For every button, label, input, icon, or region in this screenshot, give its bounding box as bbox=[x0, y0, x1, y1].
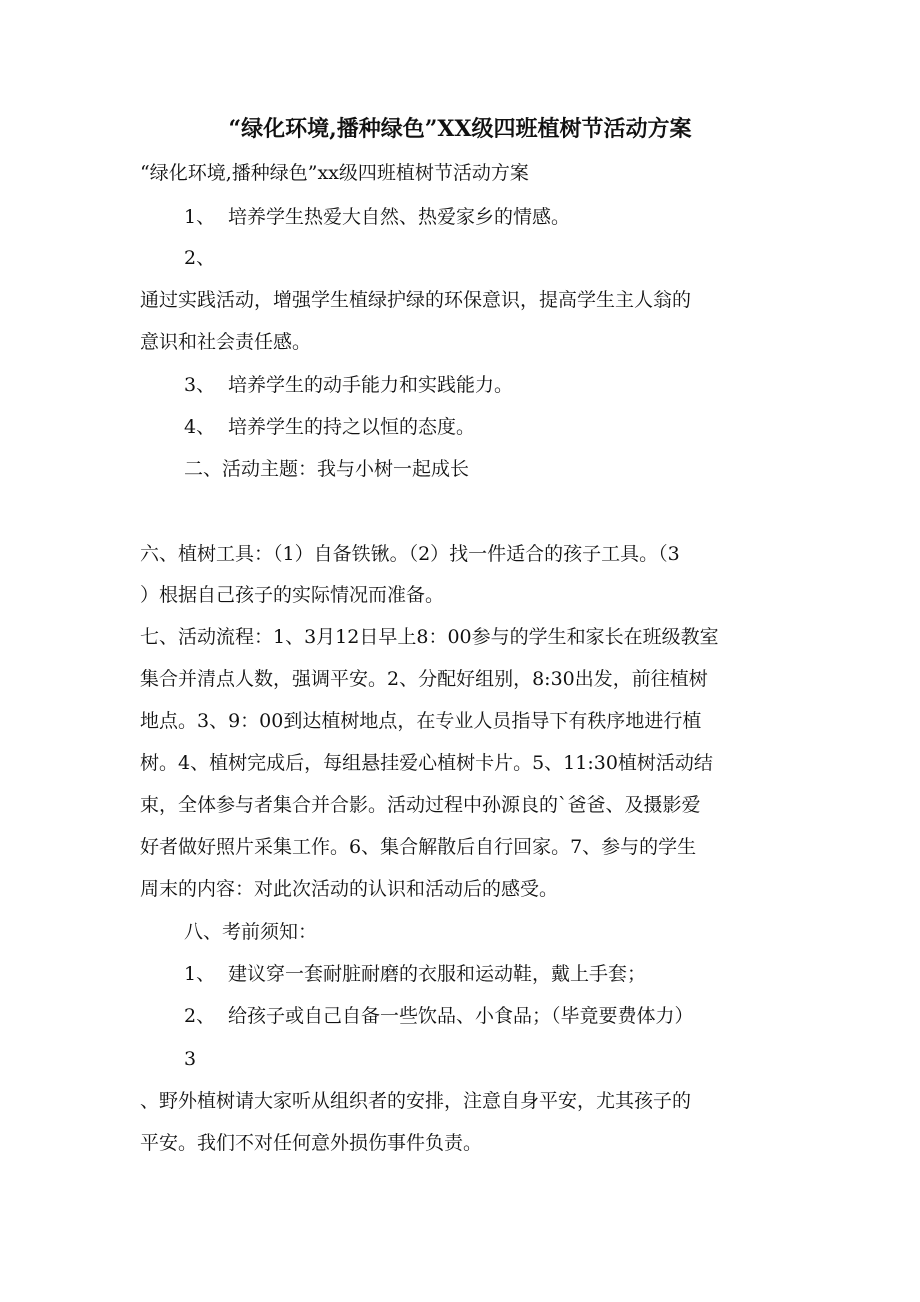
process-line: 地点。3、9：00到达植树地点，在专业人员指导下有秩序地进行植 bbox=[140, 710, 702, 732]
tools-line: 六、植树工具：（1）自备铁锹。（2）找一件适合的孩子工具。（3 bbox=[140, 543, 680, 565]
notice-heading: 八、考前须知： bbox=[184, 921, 318, 943]
goal-number: 4、 bbox=[184, 416, 216, 438]
goal-2-text-line: 通过实践活动，增强学生植绿护绿的环保意识，提高学生主人翁的 bbox=[140, 289, 692, 311]
theme-line: 二、活动主题：我与小树一起成长 bbox=[184, 458, 470, 480]
process-line: 集合并清点人数，强调平安。2、分配好组别，8:30出发，前往植树 bbox=[140, 668, 708, 690]
goal-item-1 bbox=[184, 202, 790, 232]
process-line: 周末的内容：对此次活动的认识和活动后的感受。 bbox=[140, 878, 559, 900]
process-line: 好者做好照片采集工作。6、集合解散后自行回家。7、参与的学生 bbox=[140, 836, 697, 858]
notice-item-2 bbox=[184, 1001, 790, 1031]
notice-number: 1、 bbox=[184, 963, 216, 985]
goal-item-2 bbox=[184, 243, 790, 273]
goal-number: 2、 bbox=[184, 247, 216, 269]
goal-number: 3、 bbox=[184, 374, 216, 396]
goal-item-3 bbox=[184, 370, 790, 400]
goal-2-text-line: 意识和社会责任感。 bbox=[140, 331, 312, 353]
document-title: “绿化环境,播种绿色”XX级四班植树节活动方案 bbox=[228, 116, 692, 142]
tools-line: ）根据自己孩子的实际情况而准备。 bbox=[140, 584, 445, 606]
process-line: 束，全体参与者集合并合影。活动过程中孙源良的`爸爸、及摄影爱 bbox=[140, 794, 701, 816]
notice-number: 2、 bbox=[184, 1005, 216, 1027]
notice-3-text-line: 平安。我们不对任何意外损伤事件负责。 bbox=[140, 1132, 483, 1154]
notice-text: 建议穿一套耐脏耐磨的衣服和运动鞋，戴上手套； bbox=[228, 963, 647, 985]
goal-item-4 bbox=[184, 412, 790, 442]
goal-text: 培养学生的持之以恒的态度。 bbox=[228, 416, 476, 438]
goal-number: 1、 bbox=[184, 206, 216, 228]
notice-3-number: 3 bbox=[184, 1048, 197, 1070]
document-subtitle: “绿化环境,播种绿色”xx级四班植树节活动方案 bbox=[140, 162, 529, 184]
process-line: 七、活动流程：1、3月12日早上8：00参与的学生和家长在班级教室 bbox=[140, 626, 719, 648]
goal-text: 培养学生热爱大自然、热爱家乡的情感。 bbox=[228, 206, 571, 228]
notice-3-text-line: 、野外植树请大家听从组织者的安排，注意自身平安，尤其孩子的 bbox=[140, 1090, 692, 1112]
goal-text: 培养学生的动手能力和实践能力。 bbox=[228, 374, 514, 396]
notice-text: 给孩子或自己自备一些饮品、小食品；（毕竟要费体力） bbox=[228, 1005, 694, 1027]
process-line: 树。4、植树完成后，每组悬挂爱心植树卡片。5、11:30植树活动结 bbox=[140, 752, 713, 774]
notice-item-1 bbox=[184, 959, 790, 989]
